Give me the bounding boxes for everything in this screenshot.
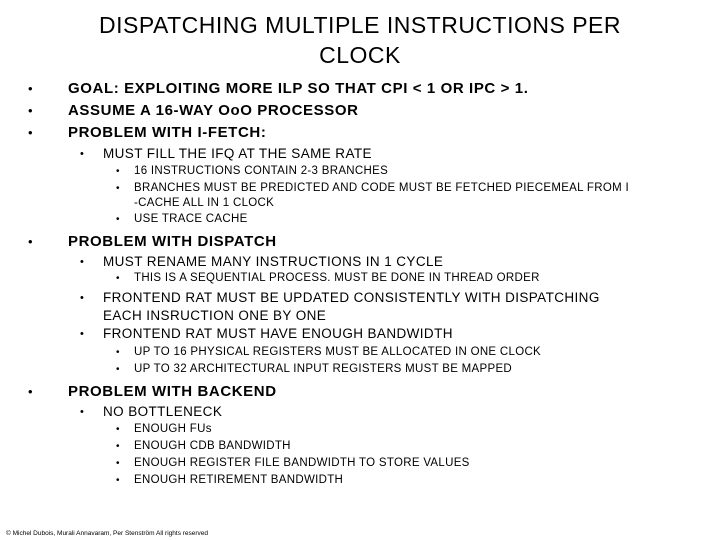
title-line-2: CLOCK [319, 42, 401, 68]
bullet-marker: • [80, 292, 84, 304]
bullet-marker: • [116, 458, 120, 469]
dispatch-detail: THIS IS A SEQUENTIAL PROCESS. MUST BE DONE IN THREAD ORDER [134, 272, 540, 284]
ifetch-heading: PROBLEM WITH I-FETCH: [68, 124, 267, 141]
ifetch-sub: MUST FILL THE IFQ AT THE SAME RATE [103, 146, 372, 161]
bullet-marker: • [28, 103, 33, 118]
bullet-marker: • [80, 406, 84, 418]
dispatch-heading: PROBLEM WITH DISPATCH [68, 233, 277, 250]
dispatch-detail: UP TO 16 PHYSICAL REGISTERS MUST BE ALLOCATED IN ONE CLOCK [134, 346, 542, 358]
backend-heading: PROBLEM WITH BACKEND [68, 383, 277, 400]
backend-detail: ENOUGH FUs [134, 423, 212, 435]
dispatch-sub: FRONTEND RAT MUST BE UPDATED CONSISTENTLY WITH DISPATCHING [103, 290, 600, 305]
bullet-marker: • [28, 234, 33, 249]
ifetch-detail: USE TRACE CACHE [134, 213, 248, 225]
backend-detail: ENOUGH CDB BANDWIDTH [134, 440, 291, 452]
bullet-marker: • [116, 424, 120, 435]
assume-text: ASSUME A 16-WAY OoO PROCESSOR [68, 102, 359, 119]
slide-title [60, 10, 660, 70]
ifetch-detail: BRANCHES MUST BE PREDICTED AND CODE MUST BE FETCHED PIECEMEAL FROM I [134, 182, 629, 194]
bullet-marker: • [116, 347, 120, 358]
ifetch-detail-continued: -CACHE ALL IN 1 CLOCK [134, 197, 275, 209]
bullet-marker: • [116, 273, 120, 284]
bullet-marker: • [80, 256, 84, 268]
dispatch-detail: UP TO 32 ARCHITECTURAL INPUT REGISTERS MUST BE MAPPED [134, 363, 513, 375]
bullet-marker: • [116, 214, 120, 225]
dispatch-sub: MUST RENAME MANY INSTRUCTIONS IN 1 CYCLE [103, 254, 444, 269]
bullet-marker: • [116, 441, 120, 452]
title-line-1: DISPATCHING MULTIPLE INSTRUCTIONS PER [99, 12, 621, 38]
dispatch-sub: FRONTEND RAT MUST HAVE ENOUGH BANDWIDTH [103, 326, 453, 341]
backend-detail: ENOUGH REGISTER FILE BANDWIDTH TO STORE VALUES [134, 457, 470, 469]
backend-sub: NO BOTTLENECK [103, 404, 223, 419]
bullet-marker: • [28, 125, 33, 140]
copyright-footer: © Michel Dubois, Murali Annavaram, Per Stenström All rights reserved [6, 530, 209, 537]
goal-text: GOAL: EXPLOITING MORE ILP SO THAT CPI < 1 OR IPC > 1. [68, 80, 529, 97]
backend-detail: ENOUGH RETIREMENT BANDWIDTH [134, 474, 344, 486]
bullet-marker: • [28, 81, 33, 96]
bullet-marker: • [116, 183, 120, 194]
bullet-marker: • [116, 364, 120, 375]
ifetch-detail: 16 INSTRUCTIONS CONTAIN 2-3 BRANCHES [134, 165, 389, 177]
bullet-marker: • [80, 328, 84, 340]
dispatch-sub-continued: EACH INSRUCTION ONE BY ONE [103, 308, 327, 323]
bullet-marker: • [80, 148, 84, 160]
bullet-marker: • [116, 475, 120, 486]
bullet-marker: • [116, 166, 120, 177]
bullet-marker: • [28, 384, 33, 399]
